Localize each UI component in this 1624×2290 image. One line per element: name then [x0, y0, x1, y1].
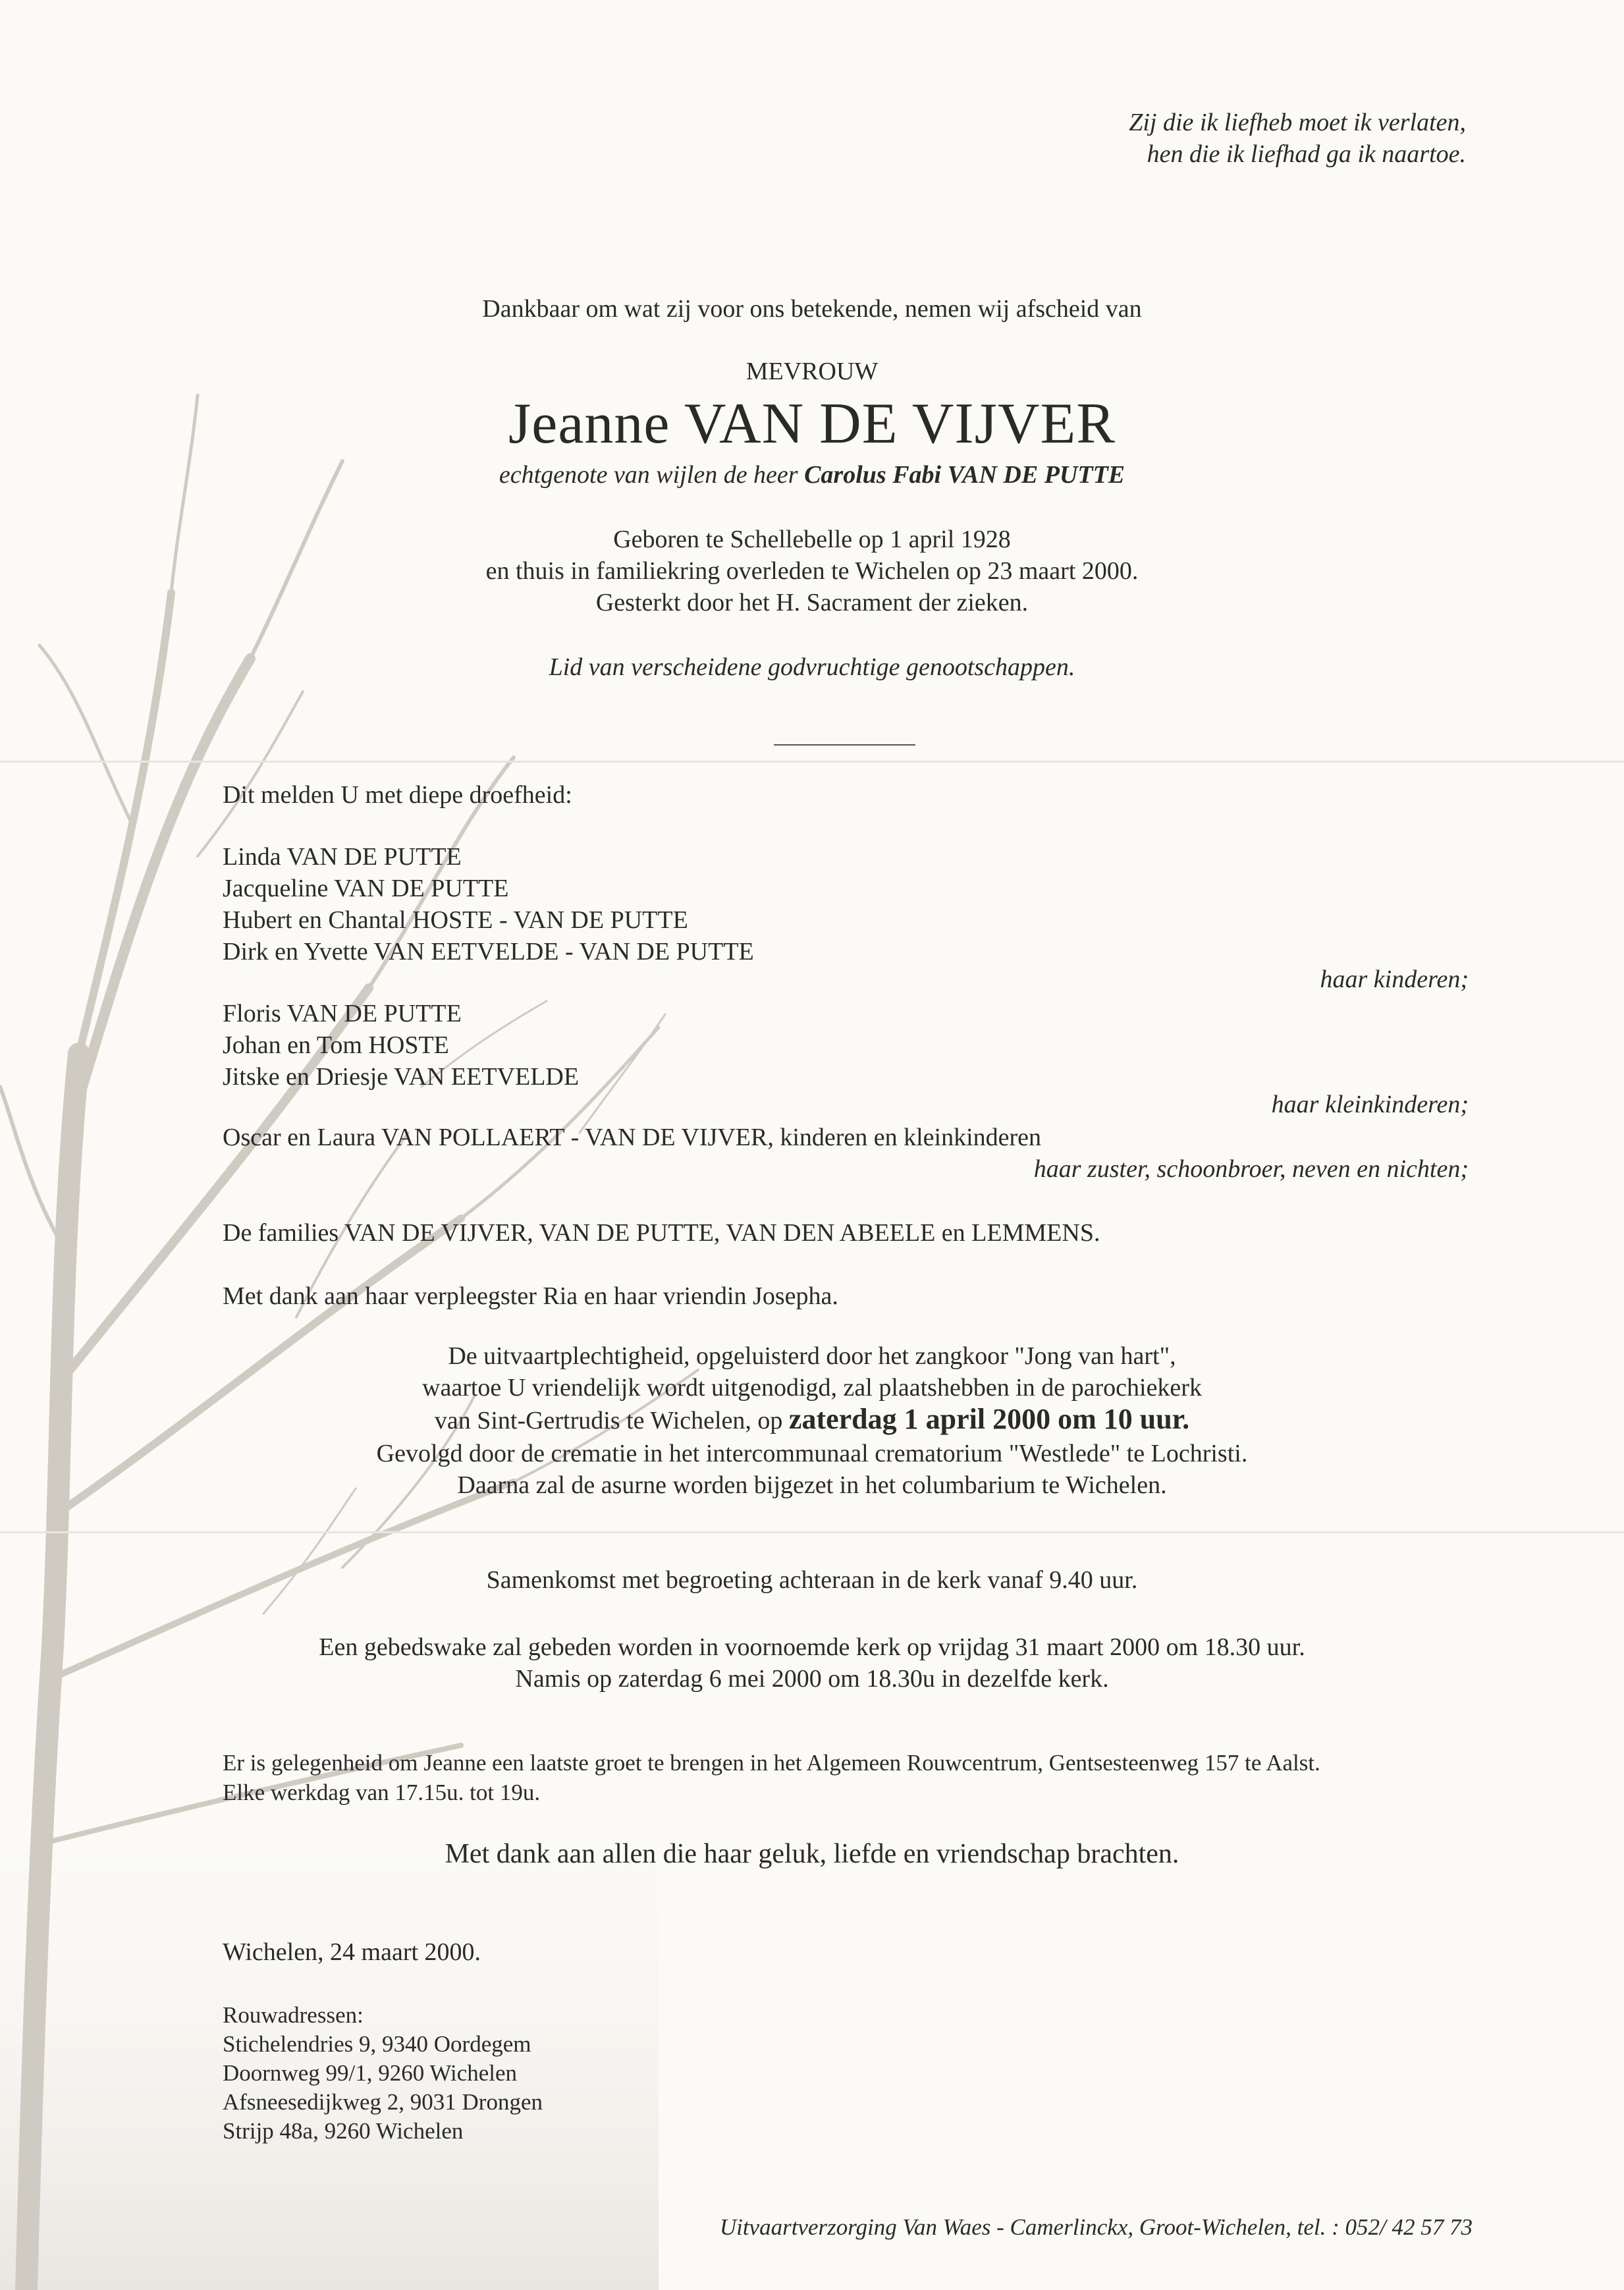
fold-line-top — [0, 761, 1624, 763]
funeral-line-5: Daarna zal de asurne worden bijgezet in het columbarium te Wichelen. — [457, 1471, 1167, 1499]
grandchildren-list — [223, 998, 579, 1093]
announce-line: Dit melden U met diepe droefheid: — [223, 781, 572, 809]
list-item: Doornweg 99/1, 9260 Wichelen — [223, 2060, 518, 2086]
children-list — [223, 841, 754, 968]
list-item: Linda VAN DE PUTTE — [223, 843, 462, 871]
salutation: MEVROUW — [745, 358, 879, 385]
list-item: Strijp 48a, 9260 Wichelen — [223, 2118, 464, 2144]
list-item: Afsneesedijkweg 2, 9031 Drongen — [223, 2089, 543, 2115]
grandchildren-label: haar kleinkinderen; — [1271, 1091, 1469, 1118]
death-line: en thuis in familiekring overleden te Wichelen op 23 maart 2000. — [485, 557, 1139, 585]
sacrament-line: Gesterkt door het H. Sacrament der zieken. — [595, 589, 1029, 616]
funeral-line-1: De uitvaartplechtigheid, opgeluisterd door het zangkoor "Jong van hart", — [448, 1342, 1176, 1370]
motto-line-1: Zij die ik liefheb moet ik verlaten, — [1129, 109, 1466, 136]
addresses-title: Rouwadressen: — [223, 2002, 364, 2028]
gathering-line: Samenkomst met begroeting achteraan in de kerk vanaf 9.40 uur. — [486, 1566, 1138, 1594]
place-date: Wichelen, 24 maart 2000. — [223, 1938, 481, 1966]
spouse-prefix: echtgenote van wijlen de heer — [499, 461, 798, 489]
separator-rule — [774, 744, 915, 746]
siblings-label: haar zuster, schoonbroer, neven en nichten; — [1033, 1155, 1469, 1183]
siblings-line: Oscar en Laura VAN POLLAERT - VAN DE VIJVER, kinderen en kleinkinderen — [223, 1124, 1042, 1151]
list-item: Hubert en Chantal HOSTE - VAN DE PUTTE — [223, 906, 688, 934]
undertaker-line: Uitvaartverzorging Van Waes - Camerlinckx, Groot-Wichelen, tel. : 052/ 42 57 73 — [719, 2214, 1473, 2240]
visit-line-2: Elke werkdag van 17.15u. tot 19u. — [223, 1780, 541, 1805]
list-item: Dirk en Yvette VAN EETVELDE - VAN DE PUTTE — [223, 938, 754, 966]
funeral-line-3 — [0, 1404, 1624, 1436]
fold-line-middle — [0, 1531, 1624, 1533]
list-item: Floris VAN DE PUTTE — [223, 1000, 462, 1027]
list-item: Johan en Tom HOSTE — [223, 1031, 449, 1059]
closing-line: Met dank aan allen die haar geluk, liefde en vriendschap brachten. — [445, 1839, 1179, 1869]
list-item: Stichelendries 9, 9340 Oordegem — [223, 2031, 531, 2057]
funeral-line-3-prefix: van Sint-Gertrudis te Wichelen, op — [434, 1407, 783, 1434]
motto-line-2: hen die ik liefhad ga ik naartoe. — [1147, 140, 1466, 168]
deceased-name: Jeanne VAN DE VIJVER — [508, 392, 1116, 456]
birth-line: Geboren te Schellebelle op 1 april 1928 — [613, 526, 1011, 553]
children-label: haar kinderen; — [1320, 966, 1469, 993]
list-item: Jitske en Driesje VAN EETVELDE — [223, 1063, 580, 1091]
vigil-line-1: Een gebedswake zal gebeden worden in voornoemde kerk op vrijdag 31 maart 2000 om 18.30 uur. — [319, 1633, 1305, 1661]
visit-line-1: Er is gelegenheid om Jeanne een laatste groet te brengen in het Algemeen Rouwcentrum, Gentsesteenweg 157 te Aalst. — [223, 1750, 1320, 1776]
funeral-line-4: Gevolgd door de crematie in het intercommunaal crematorium "Westlede" te Lochristi. — [376, 1440, 1248, 1467]
vigil-line-2: Namis op zaterdag 6 mei 2000 om 18.30u in dezelfde kerk. — [515, 1665, 1109, 1693]
membership-line: Lid van verscheidene godvruchtige genootschappen. — [549, 653, 1075, 681]
families-line: De families VAN DE VIJVER, VAN DE PUTTE, VAN DEN ABEELE en LEMMENS. — [223, 1219, 1100, 1247]
spouse-line — [0, 459, 1624, 491]
intro-text: Dankbaar om wat zij voor ons betekende, nemen wij afscheid van — [482, 295, 1142, 323]
funeral-line-2: waartoe U vriendelijk wordt uitgenodigd, zal plaatshebben in de parochiekerk — [422, 1374, 1202, 1402]
spouse-name: Carolus Fabi VAN DE PUTTE — [804, 461, 1125, 489]
addresses-list — [223, 2030, 543, 2146]
funeral-date: zaterdag 1 april 2000 om 10 uur. — [788, 1403, 1190, 1435]
thanks-nurse-line: Met dank aan haar verpleegster Ria en haar vriendin Josepha. — [223, 1282, 838, 1310]
list-item: Jacqueline VAN DE PUTTE — [223, 875, 509, 902]
